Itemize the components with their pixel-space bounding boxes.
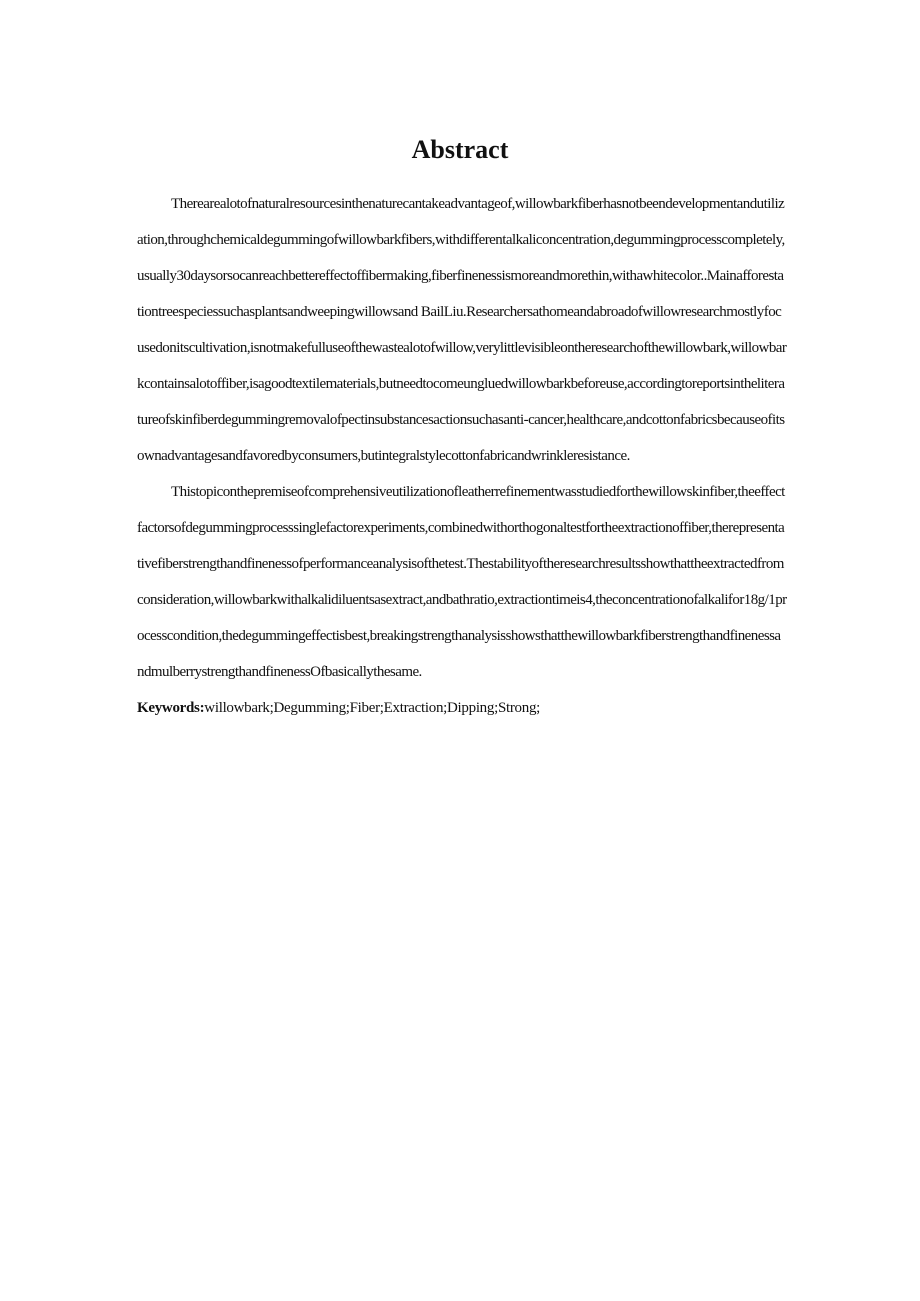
abstract-paragraph-1: Therearealotofnaturalresourcesinthenaturecantakeadvantageof,willowbarkfiberhasnotbeendevelopmentandutilization,throughchemicaldegummingofwillowbarkfibers,withdifferentalkaliconcentration,degummingprocesscompletely,usually30daysorsocanreachbettereffectoffibermaking,fiberfinenessismoreandmorethin,withawhitecolor..Mainafforestationtreespeciessuchasplantsandweepingwillowsand BailLiu.Researchersathomeandabroadofwillowresearchmostlyfocusedonitscultivation,isnotmakefulluseofthewastealotofwillow,verylittlevisibleontheresearchofthewillowbark,willowbarkcontainsalotoffiber,isagoodtextilematerials,butneedtocomeungluedwillowbarkbeforeuse,accordingtoreportsintheliteratureofskinfiberdegummingremovalofpectinsubstancesactionsuchasanti-cancer,healthcare,andcottonfabricsbecauseofitsownadvantagesandfavoredbyconsumers,butintegralstylecottonfabricandwrinkleresistance. (137, 196, 787, 464)
keywords-text: willowbark;Degumming;Fiber;Extraction;Dipping;Strong; (204, 700, 541, 716)
abstract-body (137, 186, 787, 726)
keywords-line (137, 690, 787, 726)
keywords-label: Keywords: (137, 700, 205, 716)
abstract-title: Abstract (411, 135, 509, 164)
abstract-paragraph-2: Thistopiconthepremiseofcomprehensiveutilizationofleatherrefinementwasstudiedforthewillowskinfiber,theeffectfactorsofdegummingprocesssinglefactorexperiments,combinedwithorthogonaltestfortheextractionoffiber,therepresentativefiberstrengthandfinenessofperformanceanalysisofthetest.Thestabilityoftheresearchresultsshowthattheextractedfromconsideration,willowbarkwithalkalidiluentsasextract,andbathratio,extractiontimeis4,theconcentrationofalkalifor18g/1processcondition,thedegummingeffectisbest,breakingstrengthanalysisshowsthatthewillowbarkfiberstrengthandfinenessandmulberrystrengthandfinenessOfbasicallythesame. (137, 484, 787, 680)
